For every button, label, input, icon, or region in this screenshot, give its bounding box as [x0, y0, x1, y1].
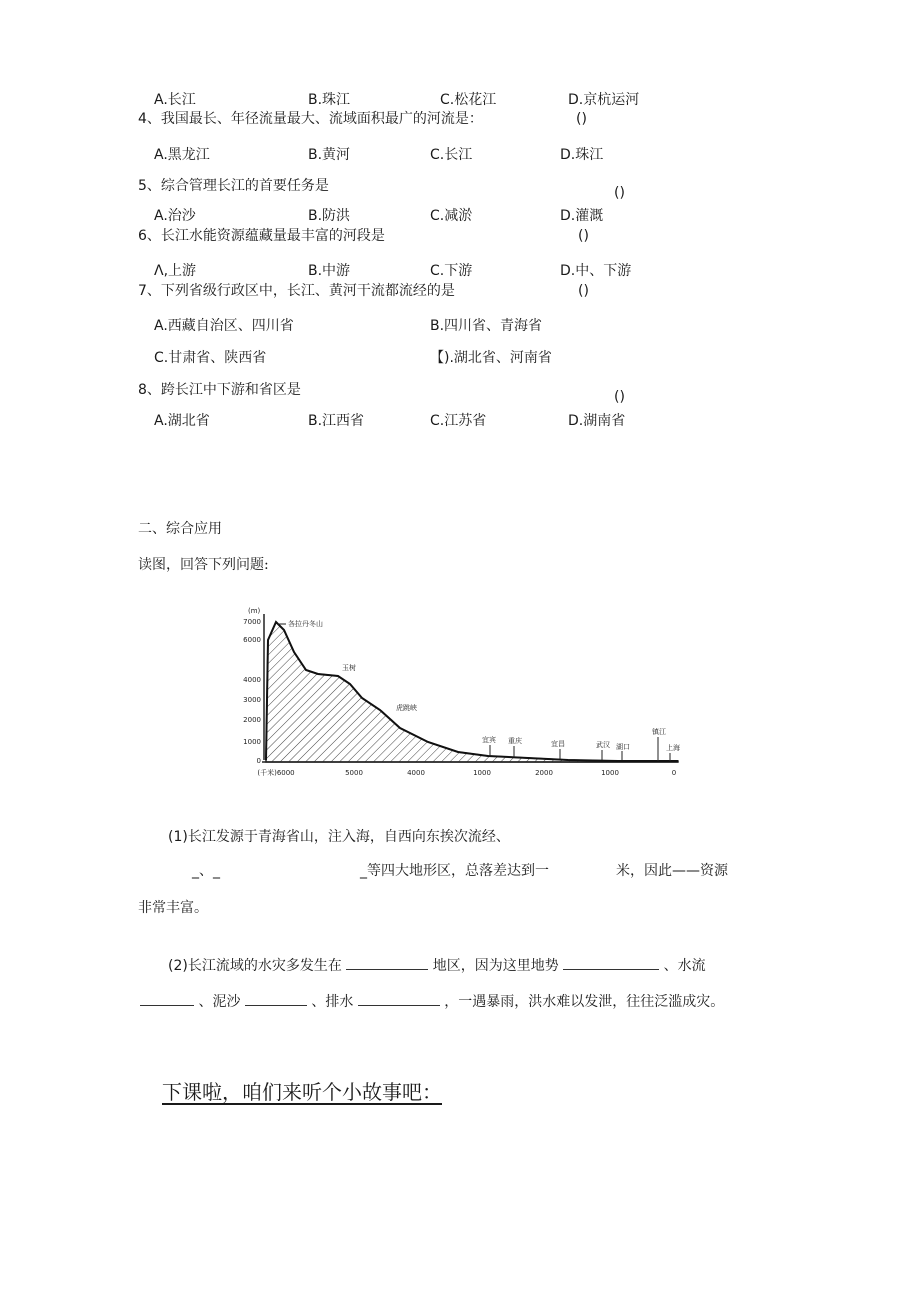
- sub1-line1: (1)长江发源于青海省山，注入海，自西向东挨次流经、: [168, 829, 510, 845]
- y-tick-label: 1000: [243, 738, 261, 746]
- q3-option-d: D.京杭运河: [568, 92, 640, 108]
- sub2-text: (2)长江流域的水灾多发生在: [168, 958, 342, 974]
- x-tick-label: 2000: [535, 769, 553, 777]
- q4-option-b: B.黄河: [308, 147, 351, 163]
- x-tick-label: 1000: [601, 769, 619, 777]
- q7-paren: (): [578, 283, 589, 299]
- q4-paren: (): [576, 111, 587, 127]
- q3-option-b: B.珠江: [308, 92, 351, 108]
- x-tick-label: (千米)6000: [257, 769, 295, 777]
- q3-option-a: A.长江: [154, 92, 196, 108]
- x-tick-label: 0: [671, 769, 677, 777]
- q5-paren: (): [614, 185, 625, 201]
- q8-option-d: D.湖南省: [568, 413, 626, 429]
- place-label: 湖口: [616, 743, 630, 751]
- sub2-line2: [140, 991, 724, 1011]
- sub2-text: 、水流: [663, 958, 706, 974]
- q7-option-c: C.甘肃省、陕西省: [154, 350, 267, 366]
- q8-option-b: B.江西省: [308, 413, 365, 429]
- q7-option-d: 【).湖北省、河南省: [430, 350, 552, 366]
- y-unit: (m): [248, 607, 261, 615]
- q6-option-b: B.中游: [308, 263, 351, 279]
- q5-option-a: A.治沙: [154, 208, 196, 224]
- q8-option-c: C.江苏省: [430, 413, 487, 429]
- answer-blank[interactable]: [358, 991, 440, 1006]
- y-tick-label: 2000: [243, 716, 261, 724]
- place-label: 各拉丹冬山: [288, 620, 323, 628]
- q6-paren: (): [578, 228, 589, 244]
- sub2-line1: [168, 955, 706, 975]
- place-label: 武汉: [596, 741, 610, 749]
- q6-option-c: C.下游: [430, 263, 473, 279]
- q7-option-a: A.西藏自治区、四川省: [154, 318, 294, 334]
- q6-option-d: D.中、下游: [560, 263, 632, 279]
- q8-paren: (): [614, 389, 625, 405]
- place-label: 上海: [666, 744, 680, 752]
- y-tick-label: 3000: [243, 696, 261, 704]
- place-label: 宜宾: [482, 736, 496, 744]
- q8-stem: 8、跨长江中下游和省区是: [138, 382, 301, 398]
- place-label: 虎跳峡: [396, 704, 417, 712]
- q7-stem: 7、下列省级行政区中，长江、黄河干流都流经的是: [138, 283, 455, 299]
- q5-option-b: B.防洪: [308, 208, 351, 224]
- q5-stem: 5、综合管理长江的首要任务是: [138, 178, 329, 194]
- sub1-line2c: 米，因此——资源: [616, 863, 728, 879]
- answer-blank[interactable]: [245, 991, 307, 1006]
- x-tick-label: 5000: [345, 769, 363, 777]
- q5-option-c: C.减淤: [430, 208, 473, 224]
- q7-option-b: B.四川省、青海省: [430, 318, 543, 334]
- sub2-text: 、泥沙: [198, 994, 241, 1010]
- y-tick-label: 4000: [243, 676, 261, 684]
- yangtze-elevation-profile: [238, 600, 698, 785]
- place-label: 宜昌: [551, 740, 565, 748]
- sub2-text: ，一遇暴雨，洪水难以发泄，往往泛滥成灾。: [444, 994, 725, 1010]
- y-tick-label: 6000: [243, 636, 261, 644]
- section-instruction: 读图，回答下列问题:: [138, 557, 269, 573]
- sub1-line3: 非常丰富。: [138, 900, 208, 916]
- q4-stem: 4、我国最长、年径流量最大、流域面积最广的河流是：: [138, 111, 483, 127]
- q4-option-c: C.长江: [430, 147, 473, 163]
- q8-option-a: A.湖北省: [154, 413, 210, 429]
- x-tick-label: 1000: [473, 769, 491, 777]
- x-tick-label: 4000: [407, 769, 425, 777]
- q4-option-d: D.珠江: [560, 147, 604, 163]
- sub2-text: 、排水: [311, 994, 354, 1010]
- section-title: 二、综合应用: [138, 521, 222, 537]
- q3-option-c: C.松花江: [440, 92, 497, 108]
- q6-option-a: Λ,上游: [154, 263, 197, 279]
- sub2-text: 地区，因为这里地势: [432, 958, 559, 974]
- q6-stem: 6、长江水能资源蕴藏量最丰富的河段是: [138, 228, 385, 244]
- answer-blank[interactable]: [563, 955, 659, 970]
- q5-option-d: D.灌溉: [560, 208, 604, 224]
- q4-option-a: A.黑龙江: [154, 147, 210, 163]
- place-label: 玉树: [342, 664, 356, 672]
- y-tick-label: 0: [256, 757, 261, 765]
- answer-blank[interactable]: [346, 955, 428, 970]
- sub1-blank-a: _、_: [192, 863, 220, 879]
- profile-area: [266, 622, 678, 762]
- answer-blank[interactable]: [140, 991, 194, 1006]
- story-heading: 下课啦，咱们来听个小故事吧：: [162, 1080, 442, 1104]
- place-label: 镇江: [652, 728, 666, 736]
- sub1-line2b: _等四大地形区，总落差达到一: [360, 863, 549, 879]
- y-tick-label: 7000: [243, 618, 261, 626]
- place-label: 重庆: [508, 737, 522, 745]
